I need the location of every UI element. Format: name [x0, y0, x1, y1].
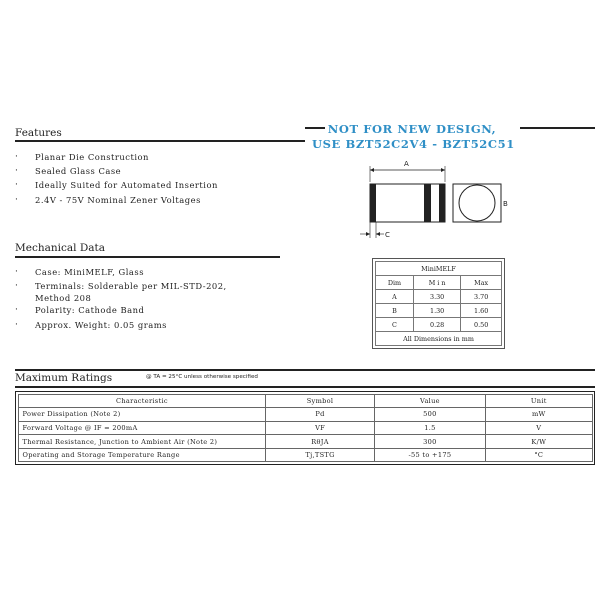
- features-rule: [15, 140, 305, 142]
- header-symbol: Symbol: [266, 394, 374, 408]
- header-unit: Unit: [486, 394, 592, 408]
- end-cap-left: [370, 184, 376, 222]
- list-item: · Polarity: Cathode Band: [15, 303, 305, 317]
- minimelf-package-drawing: [340, 158, 510, 246]
- dim-a-arrow-left: [370, 168, 374, 172]
- notice-line-1: NOT FOR NEW DESIGN,: [327, 122, 497, 136]
- spacer: [15, 127, 305, 128]
- list-item: · Terminals: Solderable per MIL-STD-202, Method 208: [15, 281, 227, 304]
- cathode-band: [424, 184, 431, 222]
- table-row: A 3.30 3.70: [376, 290, 502, 304]
- table-row: Forward Voltage @ IF = 200mA VF 1.5 V: [18, 421, 592, 435]
- bullet-icon: ·: [15, 166, 19, 177]
- ratings-rule-bottom: [15, 386, 595, 388]
- bullet-icon: ·: [15, 267, 19, 277]
- mechanical-rule: [15, 256, 280, 258]
- header-characteristic: Characteristic: [18, 394, 266, 408]
- ratings-rule-top: [15, 369, 595, 371]
- table-row: C 0.28 0.50: [376, 318, 502, 332]
- list-item: · Approx. Weight: 0.05 grams: [15, 318, 305, 332]
- bullet-icon: ·: [15, 194, 19, 205]
- ratings-header-row: [18, 394, 592, 408]
- not-for-new-design-notice: [312, 122, 515, 152]
- list-item: · Planar Die Construction: [15, 150, 315, 164]
- list-item: · 2.4V - 75V Nominal Zener Voltages: [15, 193, 315, 207]
- dim-header-max: Max: [461, 276, 502, 290]
- header-value: Value: [374, 394, 485, 408]
- end-view-circle: [459, 185, 495, 221]
- dim-header-dim: Dim: [376, 276, 414, 290]
- dim-a-arrow-right: [441, 168, 445, 172]
- features-list: [15, 150, 315, 207]
- bullet-icon: ·: [15, 180, 19, 191]
- bullet-icon: ·: [15, 281, 19, 292]
- list-item: · Case: MiniMELF, Glass: [15, 265, 305, 279]
- table-row: Operating and Storage Temperature Range Tj,TSTG -55 to +175 °C: [18, 448, 592, 462]
- table-row: Thermal Resistance, Junction to Ambient Air (Note 2) RθJA 300 K/W: [18, 435, 592, 449]
- ratings-table: [15, 391, 595, 465]
- dim-table-title: MiniMELF: [376, 262, 502, 276]
- bullet-icon: ·: [15, 152, 19, 162]
- list-item: · Sealed Glass Case: [15, 164, 315, 178]
- ratings-heading: Maximum Ratings: [15, 372, 113, 384]
- bullet-icon: ·: [15, 305, 19, 316]
- dimension-table: [372, 258, 505, 349]
- notice-rule-right: [520, 127, 595, 129]
- notice-line-2: USE BZT52C2V4 - BZT52C51: [312, 137, 515, 151]
- ratings-condition: @ TA = 25°C unless otherwise specified: [146, 374, 258, 380]
- dim-b-label: B: [503, 200, 508, 208]
- dim-table-footer: All Dimensions in mm: [376, 332, 502, 346]
- table-row: B 1.30 1.60: [376, 304, 502, 318]
- mechanical-list: [15, 265, 305, 332]
- list-item: · Ideally Suited for Automated Insertion: [15, 178, 315, 192]
- bullet-icon: ·: [15, 319, 19, 330]
- mechanical-heading: Mechanical Data: [15, 242, 105, 254]
- diode-body: [370, 184, 445, 222]
- table-row: Power Dissipation (Note 2) Pd 500 mW: [18, 408, 592, 422]
- dim-header-min: M i n: [413, 276, 460, 290]
- dim-a-label: A: [404, 160, 409, 168]
- end-cap-right: [439, 184, 445, 222]
- dim-c-label: C: [385, 231, 390, 239]
- dim-c-arrow-left: [366, 232, 370, 236]
- features-heading: Features: [15, 127, 62, 139]
- dim-c-arrow-right: [376, 232, 380, 236]
